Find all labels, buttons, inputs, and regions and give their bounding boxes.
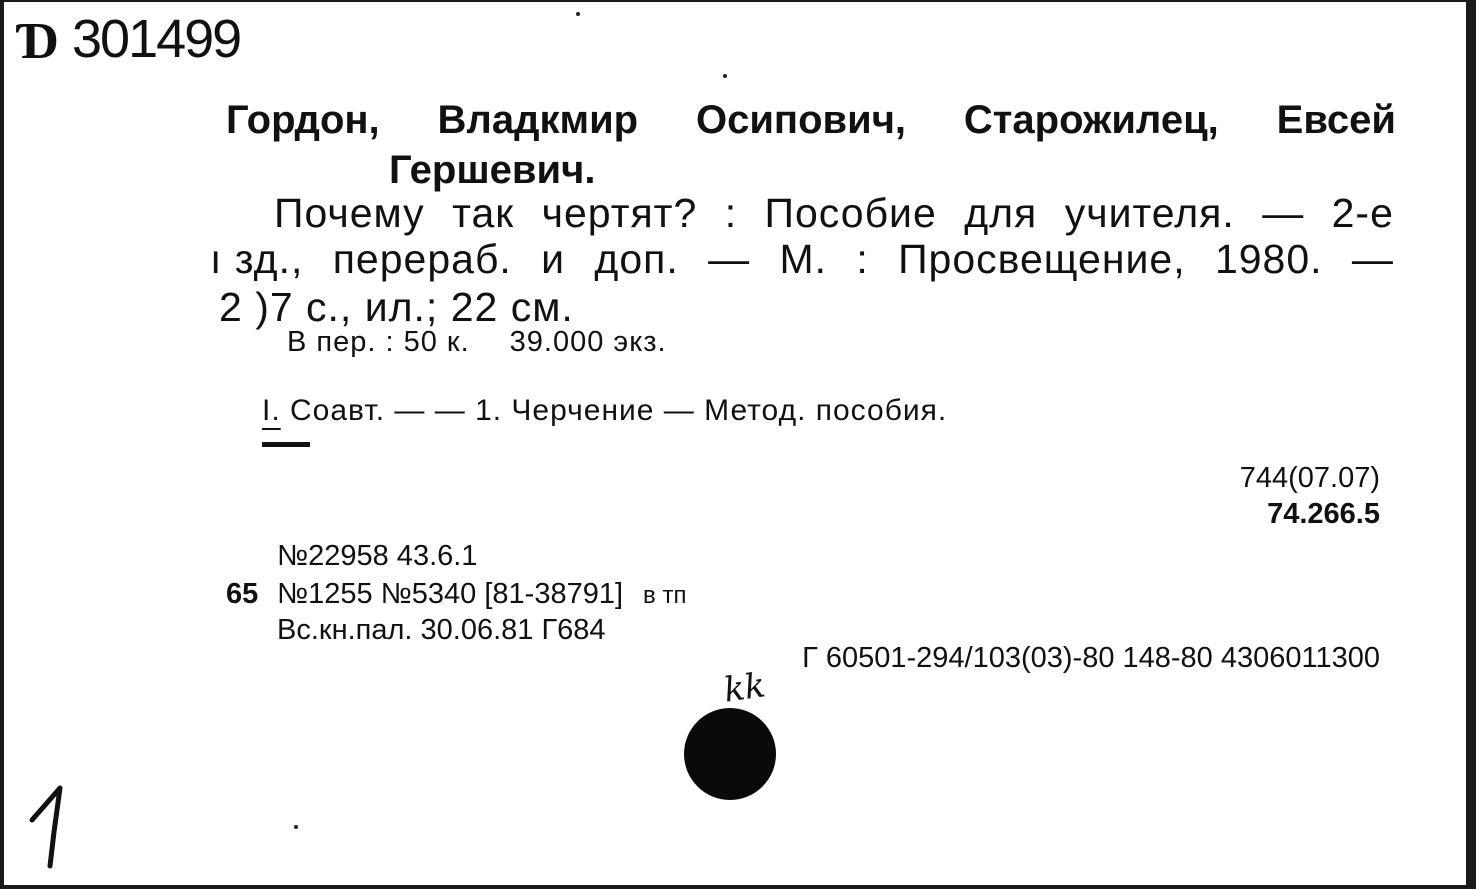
edition-word: Просвещение, <box>898 236 1186 282</box>
authors-line-1 <box>226 98 1396 143</box>
edition-word: : <box>856 236 869 282</box>
handwritten-number-one <box>24 782 74 872</box>
title-word: — <box>1262 190 1305 236</box>
handwritten-mark: kk <box>721 665 768 711</box>
underline-mark <box>262 442 310 447</box>
title-word: чертят? <box>541 190 698 236</box>
registration-line-1: №22958 43.6.1 <box>277 540 478 572</box>
speck <box>294 825 298 829</box>
author-word: Владкмир <box>437 98 639 142</box>
author-word: Гордон, <box>226 98 380 142</box>
author-word: Евсей <box>1276 98 1396 142</box>
speck <box>723 74 727 78</box>
punch-hole-dot <box>684 708 776 800</box>
speck <box>576 12 580 16</box>
edition-word: доп. <box>594 236 679 282</box>
card-id-number: 301499 <box>72 9 241 69</box>
title-word: Пособие <box>764 190 937 236</box>
title-line <box>274 190 1394 237</box>
subject-line <box>262 394 947 428</box>
edition-word: 1980. <box>1214 236 1323 282</box>
udc-code: 744(07.07) <box>1239 462 1380 494</box>
registration-prefix: 65 <box>226 578 259 610</box>
registration-tail: в тп <box>643 582 687 609</box>
title-word: учителя. <box>1064 190 1235 236</box>
author-word: Старожилец, <box>963 98 1219 142</box>
author-word: Осипович, <box>695 98 907 142</box>
price-line <box>287 326 667 359</box>
edition-word: М. <box>779 236 827 282</box>
registration-line-4: Г 60501-294/103(03)-80 148-80 4306011300 <box>802 642 1380 674</box>
edition-word: ı зд., <box>210 236 304 282</box>
pages-line: 2 )7 с., ил.; 22 см. <box>219 284 574 330</box>
copies-text: 39.000 экз. <box>509 326 667 358</box>
edition-word: и <box>541 236 566 282</box>
authors-line-2: Гершевич. <box>389 148 596 192</box>
registration-numbers: №1255 №5340 [81-38791] <box>277 578 624 610</box>
card-id-prefix: Ɗ <box>16 13 59 70</box>
title-word: : <box>724 190 738 236</box>
edition-word: — <box>708 236 751 282</box>
registration-line-2 <box>277 578 686 611</box>
title-word: для <box>964 190 1038 236</box>
edition-line <box>210 236 1394 283</box>
coauthor-marker: I. <box>262 394 281 427</box>
registration-line-3: Вс.кн.пал. 30.06.81 Г684 <box>277 614 606 646</box>
title-word: Почему <box>274 190 425 236</box>
bbk-code: 74.266.5 <box>1267 498 1380 530</box>
title-word: 2-е <box>1331 190 1394 236</box>
subject-text: Соавт. — — 1. Черчение — Метод. пособия. <box>280 394 948 427</box>
price-text: В пер. : 50 к. <box>287 326 470 358</box>
title-word: так <box>452 190 515 236</box>
edition-word: — <box>1351 236 1394 282</box>
edition-word: перераб. <box>332 236 512 282</box>
